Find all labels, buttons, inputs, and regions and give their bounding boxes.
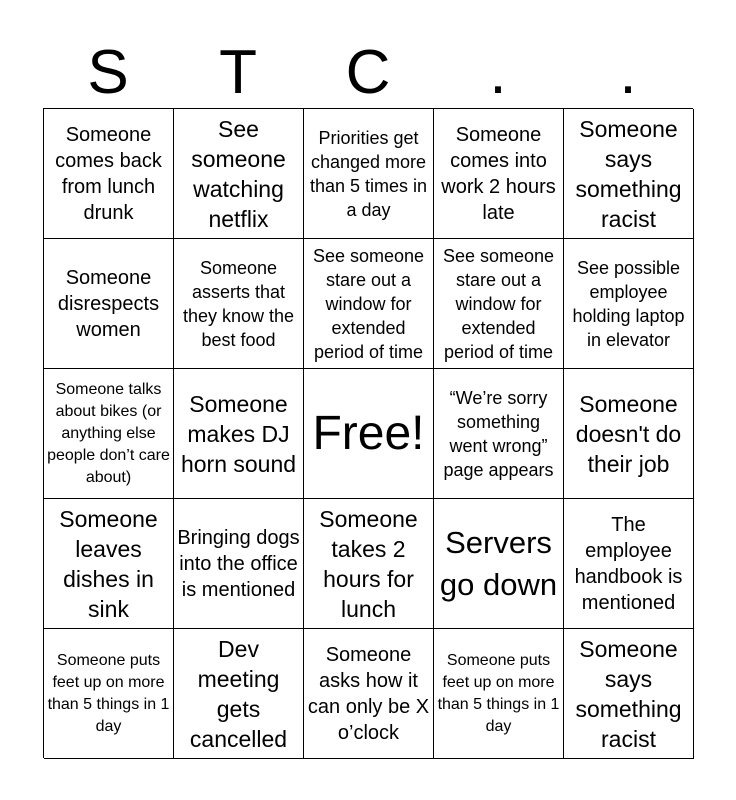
cell-text: See possible employee holding laptop in elevator — [572, 257, 685, 350]
cell-text: See someone stare out a window for extended period of time — [312, 245, 425, 362]
bingo-cell[interactable] — [434, 239, 564, 369]
header-letter: . — [619, 38, 637, 107]
cell-text: Someone makes DJ horn sound — [180, 390, 297, 477]
bingo-cell[interactable] — [564, 109, 694, 239]
cell-text: Servers go down — [439, 524, 558, 602]
bingo-cell[interactable] — [44, 239, 174, 369]
cell-text: Someone disrespects women — [57, 266, 160, 341]
bingo-cell[interactable] — [44, 109, 174, 239]
bingo-cell[interactable] — [304, 239, 434, 369]
header-letter: S — [87, 38, 129, 107]
bingo-cell[interactable] — [44, 629, 174, 759]
bingo-cell[interactable] — [304, 109, 434, 239]
bingo-cell[interactable] — [564, 239, 694, 369]
header-letter: . — [489, 38, 507, 107]
bingo-cell[interactable] — [564, 369, 694, 499]
bingo-grid — [43, 108, 693, 758]
cell-text: Someone asks how it can only be X o’clock — [307, 643, 430, 744]
bingo-cell[interactable] — [434, 629, 564, 759]
cell-text: Someone asserts that they know the best food — [182, 257, 295, 350]
cell-text: Someone says something racist — [575, 115, 682, 232]
bingo-cell[interactable] — [564, 499, 694, 629]
bingo-cell[interactable] — [174, 499, 304, 629]
bingo-cell[interactable] — [174, 109, 304, 239]
header-letter: T — [219, 38, 257, 107]
cell-text: Someone comes back from lunch drunk — [55, 123, 162, 224]
cell-text: See someone watching netflix — [191, 115, 286, 232]
header-letter: C — [345, 38, 391, 107]
free-text: Free! — [312, 406, 425, 460]
bingo-cell[interactable] — [174, 629, 304, 759]
bingo-cell[interactable] — [174, 369, 304, 499]
cell-text: “We’re sorry something went wrong” page appears — [443, 387, 554, 480]
cell-text: Someone says something racist — [575, 635, 682, 752]
free-cell[interactable] — [304, 369, 434, 499]
cell-text: Dev meeting gets cancelled — [189, 635, 288, 752]
cell-text: Someone talks about bikes (or anything else people don’t care about) — [47, 380, 170, 486]
bingo-header — [43, 38, 693, 108]
cell-text: Someone takes 2 hours for lunch — [319, 505, 418, 622]
cell-text: Someone comes into work 2 hours late — [441, 123, 556, 224]
bingo-cell[interactable] — [434, 499, 564, 629]
bingo-cell[interactable] — [174, 239, 304, 369]
bingo-cell[interactable] — [304, 499, 434, 629]
bingo-cell[interactable] — [44, 369, 174, 499]
cell-text: The employee handbook is mentioned — [574, 513, 683, 614]
cell-text: Priorities get changed more than 5 times in a day — [309, 127, 428, 220]
bingo-cell[interactable] — [304, 629, 434, 759]
cell-text: Someone puts feet up on more than 5 things in 1 day — [47, 651, 170, 735]
bingo-cell[interactable] — [44, 499, 174, 629]
cell-text: See someone stare out a window for extended period of time — [442, 245, 555, 362]
cell-text: Someone leaves dishes in sink — [59, 505, 158, 622]
cell-text: Someone doesn't do their job — [575, 390, 682, 477]
cell-text: Someone puts feet up on more than 5 things in 1 day — [437, 651, 560, 735]
bingo-cell[interactable] — [434, 369, 564, 499]
bingo-cell[interactable] — [434, 109, 564, 239]
cell-text: Bringing dogs into the office is mentioned — [177, 526, 300, 601]
bingo-cell[interactable] — [564, 629, 694, 759]
